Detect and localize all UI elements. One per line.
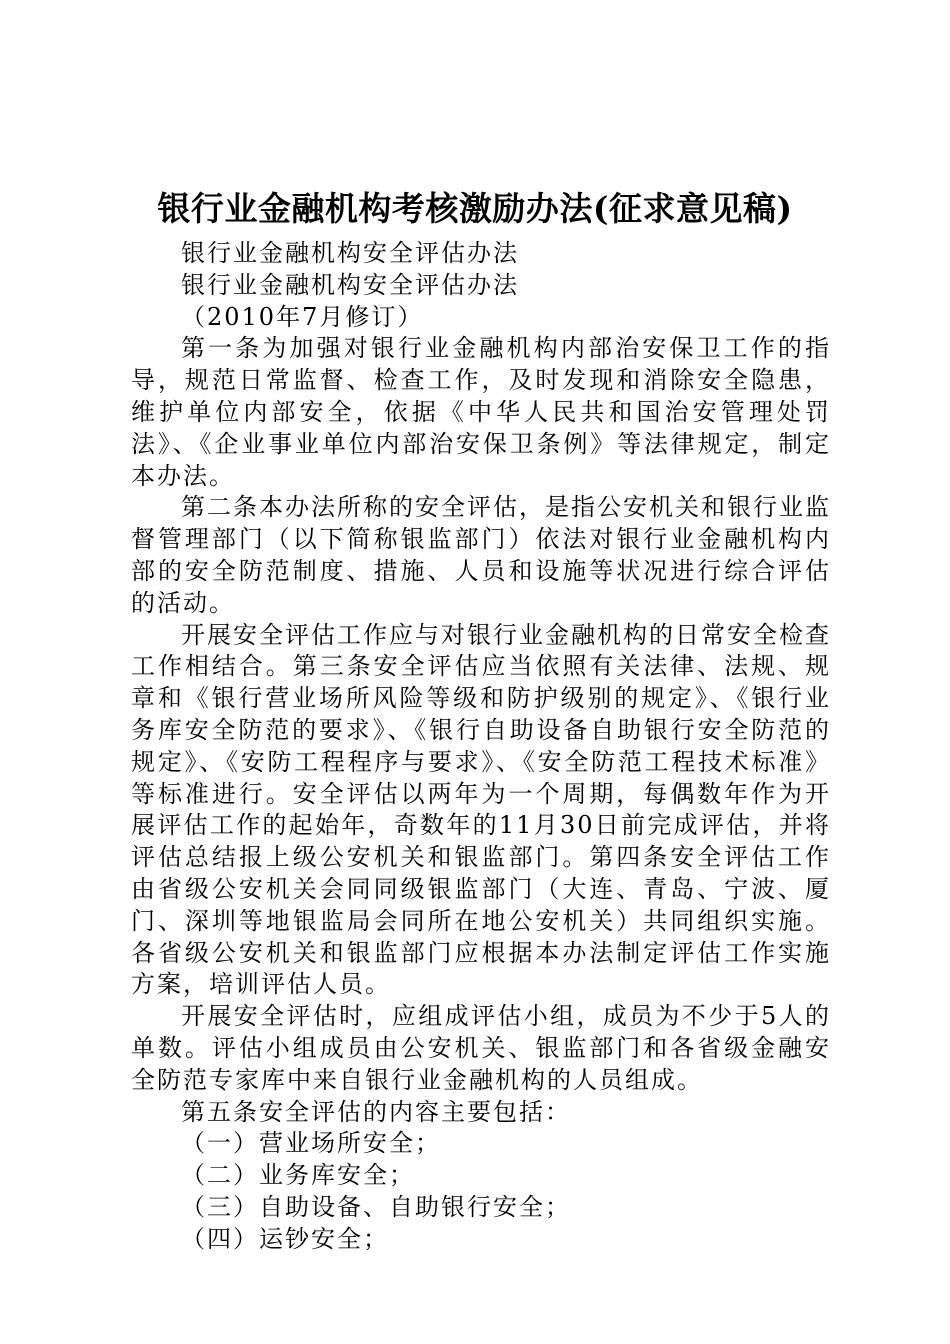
article-2-paragraph: 第二条本办法所称的安全评估，是指公安机关和银行业监督管理部门（以下简称银监部门）依法对银行业金融机构内部的安全防范制度、措施、人员和设施等状况进行综合评估的活动。 (131, 493, 831, 617)
list-item: （三）自助设备、自助银行安全； (181, 1192, 571, 1221)
article-5-heading: 第五条安全评估的内容主要包括： (181, 1097, 571, 1126)
subtitle-line: 银行业金融机构安全评估办法 (181, 270, 519, 299)
article-3-4-paragraph: 开展安全评估工作应与对银行业金融机构的日常安全检查工作相结合。第三条安全评估应当依照有关法律、法规、规章和《银行营业场所风险等级和防护级别的规定》、《银行业务库安全防范的要求》、《银行自助设备自助银行安全防范的规定》、《安防工程程序与要求》、《安全防范工程技术标准》等标准进行。安全评估以两年为一个周期，每偶数年作为开展评估工作的起始年，奇数年的11月30日前完成评估，并将评估总结报上级公安机关和银监部门。第四条安全评估工作由省级公安机关会同同级银监部门（大连、青岛、宁波、厦门、深圳等地银监局会同所在地公安机关）共同组织实施。各省级公安机关和银监部门应根据本办法制定评估工作实施方案，培训评估人员。 (131, 620, 831, 999)
revision-date: （2010年7月修订） (181, 302, 424, 331)
subtitle-line: 银行业金融机构安全评估办法 (181, 239, 519, 267)
evaluation-team-paragraph: 开展安全评估时，应组成评估小组，成员为不少于5人的单数。评估小组成员由公安机关、银监部门和各省级金融安全防范专家库中来自银行业金融机构的人员组成。 (131, 1002, 831, 1094)
document-body (131, 238, 831, 1256)
article-1-paragraph: 第一条为加强对银行业金融机构内部治安保卫工作的指导，规范日常监督、检查工作，及时发现和消除安全隐患，维护单位内部安全，依据《中华人民共和国治安管理处罚法》、《企业事业单位内部治安保卫条例》等法律规定，制定本办法。 (131, 334, 831, 490)
list-item: （二）业务库安全； (181, 1161, 415, 1190)
list-item: （四）运钞安全； (181, 1224, 389, 1253)
list-item: （一）营业场所安全； (181, 1129, 441, 1158)
document-title: 银行业金融机构考核激励办法(征求意见稿) (157, 189, 793, 228)
